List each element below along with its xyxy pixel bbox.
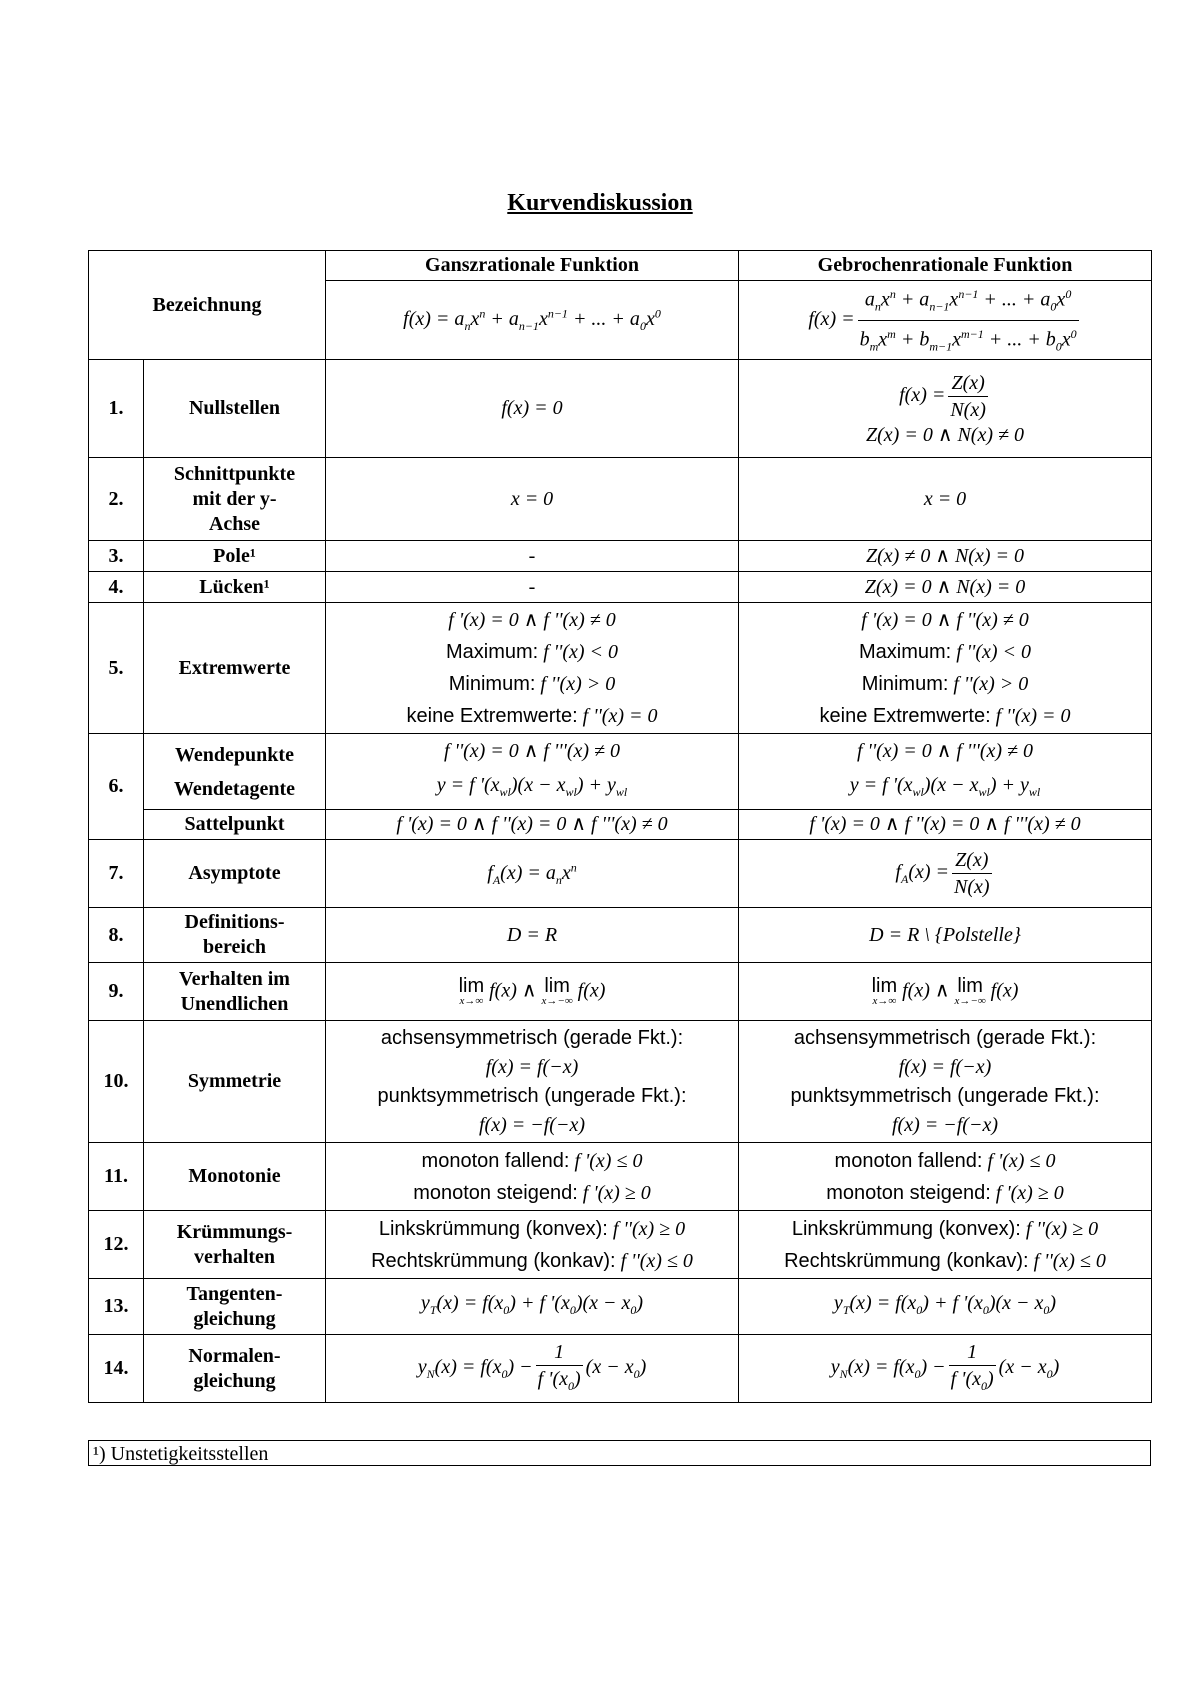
header-col2: Gebrochenrationale Funktion [739, 251, 1152, 281]
formula-cell: f ''(x) = 0 ∧ f '''(x) ≠ 0 y = f '$(x_{wl})(x - x_{wl}) + y_{wl}$ [326, 734, 739, 810]
formula-cell: x = 0 [326, 458, 739, 541]
row-number: 4. [89, 572, 144, 603]
label-line: Definitions- [184, 911, 285, 934]
row-number: 11. [89, 1143, 144, 1211]
polstelle-text: Polstelle [942, 923, 1013, 946]
rechts-label: Rechtskrümmung (konkav): [784, 1249, 1029, 1272]
formula-cell: $y_N(x) = f(x_0)$ − $\frac{1}{f '(x_0)}$ $(x - x_0)$ [739, 1335, 1152, 1403]
keine-label: keine Extremwerte: [406, 705, 578, 728]
row-number: 9. [89, 963, 144, 1021]
maximum-label: Maximum: [445, 641, 539, 664]
label-line: Verhalten im [179, 967, 290, 990]
row-nullstellen [89, 360, 1152, 458]
row-asymptote [89, 840, 1152, 908]
row-number: 3. [89, 541, 144, 572]
dash-cell: - [326, 572, 739, 603]
dash-cell: - [326, 541, 739, 572]
formula-cell: $y_T(x) = f(x_0) + f$ '$(x_0)(x - x_0)$ [326, 1279, 739, 1335]
formula-cell: f '(x) = 0 ∧ f ''(x) ≠ 0 Maximum: f ''(x) < 0 Minimum: f ''(x) > 0 keine Extremwerte: f ''(x) = 0 [326, 603, 739, 734]
punkt-label: punktsymmetrisch (ungerade Fkt.): [377, 1084, 687, 1107]
punkt-label: punktsymmetrisch (ungerade Fkt.): [790, 1084, 1100, 1107]
header-col1: Ganszrationale Funktion [326, 251, 739, 281]
row-luecken [89, 572, 1152, 603]
formula-cell: f(x) = $\frac{Z(x)}{N(x)}$ Z(x) = 0 ∧ N(x) ≠ 0 [739, 360, 1152, 458]
row-label: Asymptote [144, 840, 326, 908]
formula-cell: D = R \ {Polstelle} [739, 908, 1152, 963]
formula-cell: achsensymmetrisch (gerade Fkt.): f(x) = f(−x) punktsymmetrisch (ungerade Fkt.): f(x) = −f(−x) [326, 1021, 739, 1143]
row-label [144, 1211, 326, 1279]
row-label: Nullstellen [144, 360, 326, 458]
formula-cell: f '(x) = 0 ∧ f ''(x) = 0 ∧ f '''(x) ≠ 0 [326, 810, 739, 840]
row-label [144, 734, 326, 810]
row-label: Monotonie [144, 1143, 326, 1211]
row-number: 12. [89, 1211, 144, 1279]
row-label [144, 908, 326, 963]
row-tangente [89, 1279, 1152, 1335]
row-label: Extremwerte [144, 603, 326, 734]
fallend-label: monoton fallend: [421, 1149, 570, 1172]
label-line: verhalten [193, 1245, 276, 1268]
formula-cell: $f_A(x)$ = $\frac{Z(x)}{N(x)}$ [739, 840, 1152, 908]
formula-cell: f(x) = 0 [326, 360, 739, 458]
page-title: Kurvendiskussion [507, 190, 693, 216]
formula-cell: $f_A(x) = a_nx^n$ [326, 840, 739, 908]
header-row [89, 251, 1152, 281]
row-number: 6. [89, 734, 144, 840]
row-number: 8. [89, 908, 144, 963]
achsen-label: achsensymmetrisch (gerade Fkt.): [793, 1026, 1097, 1049]
row-number: 1. [89, 360, 144, 458]
formula-cell: f ''(x) = 0 ∧ f '''(x) ≠ 0 y = f '$(x_{wl})(x - x_{wl}) + y_{wl}$ [739, 734, 1152, 810]
fallend-label: monoton fallend: [834, 1149, 983, 1172]
label-line: gleichung [193, 1369, 276, 1392]
formula-cell: lim x→∞ f(x) ∧ lim x→−∞ f(x) [326, 963, 739, 1021]
maximum-label: Maximum: [858, 641, 952, 664]
label-line: Unendlichen [180, 992, 289, 1015]
label-line: Achse [208, 512, 261, 535]
row-label: Symmetrie [144, 1021, 326, 1143]
label-line: Wendepunkte [175, 743, 294, 766]
row-number: 14. [89, 1335, 144, 1403]
label-line: Krümmungs- [176, 1220, 293, 1243]
links-label: Linkskrümmung (konvex): [378, 1217, 608, 1240]
label-line: Normalen- [188, 1344, 281, 1367]
label-line: bereich [203, 936, 266, 959]
row-extremwerte [89, 603, 1152, 734]
row-kruemmung [89, 1211, 1152, 1279]
row-definitionsbereich [89, 908, 1152, 963]
row-monotonie [89, 1143, 1152, 1211]
formula-cell: $y_T(x) = f(x_0) + f$ '$(x_0)(x - x_0)$ [739, 1279, 1152, 1335]
ganzrational-formula: $f(x) = a_nx^n + a_{n-1}x^{n-1}$ + ... + $a_0x^0$ [326, 281, 739, 360]
minimum-label: Minimum: [861, 673, 949, 696]
formula-cell: $y_N(x) = f(x_0)$ − $\frac{1}{f '(x_0)}$ $(x - x_0)$ [326, 1335, 739, 1403]
row-number: 5. [89, 603, 144, 734]
formula-cell: monoton fallend: f '(x) ≤ 0 monoton steigend: f '(x) ≥ 0 [739, 1143, 1152, 1211]
formula-cell: x = 0 [739, 458, 1152, 541]
row-label [144, 963, 326, 1021]
row-label [144, 1335, 326, 1403]
row-number: 10. [89, 1021, 144, 1143]
label-line: gleichung [193, 1307, 276, 1330]
steigend-label: monoton steigend: [826, 1181, 991, 1204]
minimum-label: Minimum: [448, 673, 536, 696]
formula-cell: Linkskrümmung (konvex): f ''(x) ≥ 0 Rechtskrümmung (konkav): f ''(x) ≤ 0 [739, 1211, 1152, 1279]
keine-label: keine Extremwerte: [819, 705, 991, 728]
links-label: Linkskrümmung (konvex): [791, 1217, 1021, 1240]
row-sattelpunkt [89, 810, 1152, 840]
row-verhalten [89, 963, 1152, 1021]
row-number: 13. [89, 1279, 144, 1335]
row-label: Pole¹ [144, 541, 326, 572]
formula-cell: monoton fallend: f '(x) ≤ 0 monoton steigend: f '(x) ≥ 0 [326, 1143, 739, 1211]
formula-cell: f '(x) = 0 ∧ f ''(x) = 0 ∧ f '''(x) ≠ 0 [739, 810, 1152, 840]
formula-cell: achsensymmetrisch (gerade Fkt.): f(x) = f(−x) punktsymmetrisch (ungerade Fkt.): f(x) = −f(−x) [739, 1021, 1152, 1143]
label-line: Tangenten- [186, 1282, 283, 1305]
achsen-label: achsensymmetrisch (gerade Fkt.): [380, 1026, 684, 1049]
label-line: Schnittpunkte [173, 462, 296, 485]
label-line: Wendetagente [173, 777, 296, 800]
kurvendiskussion-table [88, 250, 1152, 1403]
row-number: 2. [89, 458, 144, 541]
row-label [144, 458, 326, 541]
formula-cell: D = R [326, 908, 739, 963]
formula-cell: Linkskrümmung (konvex): f ''(x) ≥ 0 Rechtskrümmung (konkav): f ''(x) ≤ 0 [326, 1211, 739, 1279]
gebrochenrational-formula: f(x) = $\frac{a_nx^n + a_{n-1}x^{n-1} + ... + a_0x^0}{b_mx^m + b_{m-1}x^{m-1} + ... + b_0x^0}$ [739, 281, 1152, 360]
header-bezeichnung: Bezeichnung [89, 251, 326, 360]
formula-cell: Z(x) ≠ 0 ∧ N(x) = 0 [739, 541, 1152, 572]
formula-cell: Z(x) = 0 ∧ N(x) = 0 [739, 572, 1152, 603]
row-label [144, 1279, 326, 1335]
label-line: mit der y- [192, 487, 277, 510]
formula-cell: lim x→∞ f(x) ∧ lim x→−∞ f(x) [739, 963, 1152, 1021]
row-number: 7. [89, 840, 144, 908]
row-wendepunkte [89, 734, 1152, 810]
row-symmetrie [89, 1021, 1152, 1143]
footnote: ¹) Unstetigkeitsstellen [88, 1440, 1151, 1466]
rechts-label: Rechtskrümmung (konkav): [371, 1249, 616, 1272]
steigend-label: monoton steigend: [413, 1181, 578, 1204]
formula-cell: f '(x) = 0 ∧ f ''(x) ≠ 0 Maximum: f ''(x) < 0 Minimum: f ''(x) > 0 keine Extremwerte: f ''(x) = 0 [739, 603, 1152, 734]
row-normale [89, 1335, 1152, 1403]
row-pole [89, 541, 1152, 572]
row-label: Sattelpunkt [144, 810, 326, 840]
row-schnittpunkte [89, 458, 1152, 541]
row-label: Lücken¹ [144, 572, 326, 603]
